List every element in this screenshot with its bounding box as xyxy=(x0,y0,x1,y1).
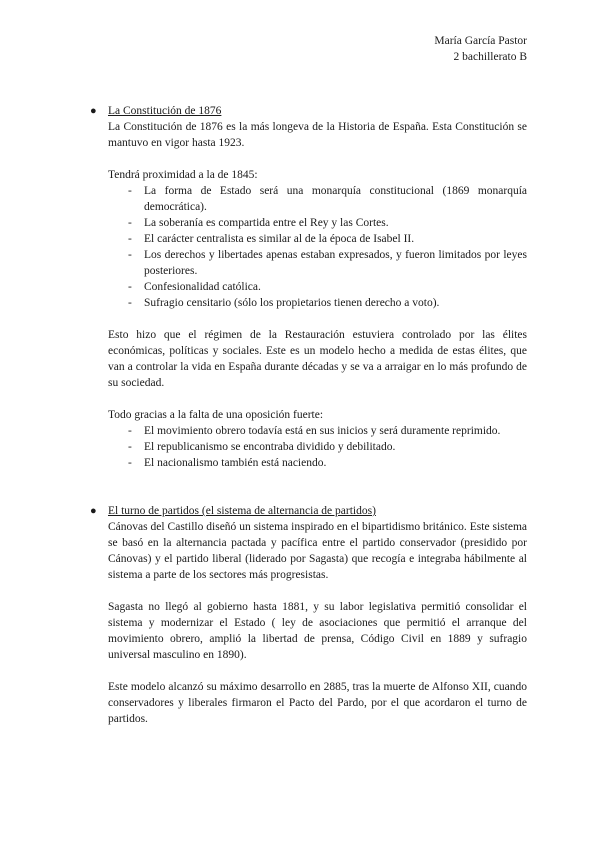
bullet-icon: ● xyxy=(90,105,97,117)
section-title: La Constitución de 1876 xyxy=(108,105,222,117)
dash-icon: - xyxy=(128,425,132,437)
paragraph-pacto-pardo: Este modelo alcanzó su máximo desarrollo en 2885, tras la muerte de Alfonso XII, cuando conservadores y liberales firmaron el Pacto del Pardo, por el que acordaron el turno de partidos. xyxy=(108,681,527,725)
author-name: María García Pastor xyxy=(434,35,527,47)
list-lead: Tendrá proximidad a la de 1845: xyxy=(108,169,258,181)
section-turno-partidos xyxy=(90,503,527,727)
dash-icon: - xyxy=(128,185,132,197)
dash-icon: - xyxy=(128,249,132,261)
section-heading xyxy=(90,103,527,119)
dash-icon: - xyxy=(128,233,132,245)
list-item: - El movimiento obrero todavía está en sus inicios y será duramente reprimido. xyxy=(128,425,501,437)
paragraph-elites: Esto hizo que el régimen de la Restauración estuviera controlado por las élites económicas, políticas y sociales. Este es un modelo hecho a medida de estas élites, que van a controlar la vida en España durante décadas y se va a arraigar en lo más profundo de su sociedad. xyxy=(108,329,527,389)
list-item: - La soberanía es compartida entre el Rey y las Cortes. xyxy=(128,217,389,229)
list-item: - Confesionalidad católica. xyxy=(128,281,261,293)
paragraph-canovas: Cánovas del Castillo diseñó un sistema inspirado en el bipartidismo británico. Este sistema se basó en la alternancia pactada y pacífica entre el partido conservador (presidido por Cánovas) y el partido liberal (liderado por Sagasta) que recogía e integraba hábilmente al sistema a parte de los sectores más progresistas. xyxy=(108,521,527,581)
list-item: - La forma de Estado será una monarquía constitucional (1869 monarquía democrática). xyxy=(128,185,527,213)
list2-lead: Todo gracias a la falta de una oposición fuerte: xyxy=(108,409,324,421)
page-header xyxy=(434,33,527,65)
bullet-icon: ● xyxy=(90,505,97,517)
dash-icon: - xyxy=(128,297,132,309)
section-constitucion-1876 xyxy=(90,103,527,471)
list-item: - El republicanismo se encontraba dividido y debilitado. xyxy=(128,441,396,453)
section-title: El turno de partidos (el sistema de alternancia de partidos) xyxy=(108,505,376,517)
dash-icon: - xyxy=(128,281,132,293)
opposition-list xyxy=(108,423,527,471)
paragraph-intro: La Constitución de 1876 es la más longeva de la Historia de España. Esta Constitución se mantuvo en vigor hasta 1923. xyxy=(108,121,527,149)
dash-icon: - xyxy=(128,441,132,453)
characteristics-list xyxy=(108,183,527,311)
paragraph-sagasta: Sagasta no llegó al gobierno hasta 1881, y su labor legislativa permitió consolidar el sistema y modernizar el Estado ( ley de asociaciones que permitió el arranque del movimiento obrero, amplió la libertad de prensa, Código Civil en 1889 y sufragio universal masculino en 1890). xyxy=(108,601,527,661)
dash-icon: - xyxy=(128,217,132,229)
list-item: - Sufragio censitario (sólo los propietarios tienen derecho a voto). xyxy=(128,297,440,309)
list-item: - Los derechos y libertades apenas estaban expresados, y fueron limitados por leyes posteriores. xyxy=(128,249,527,277)
list-item: - El nacionalismo también está naciendo. xyxy=(128,457,327,469)
list-item: - El carácter centralista es similar al de la época de Isabel II. xyxy=(128,233,415,245)
section-heading xyxy=(90,503,527,519)
dash-icon: - xyxy=(128,457,132,469)
course-label: 2 bachillerato B xyxy=(453,51,527,63)
